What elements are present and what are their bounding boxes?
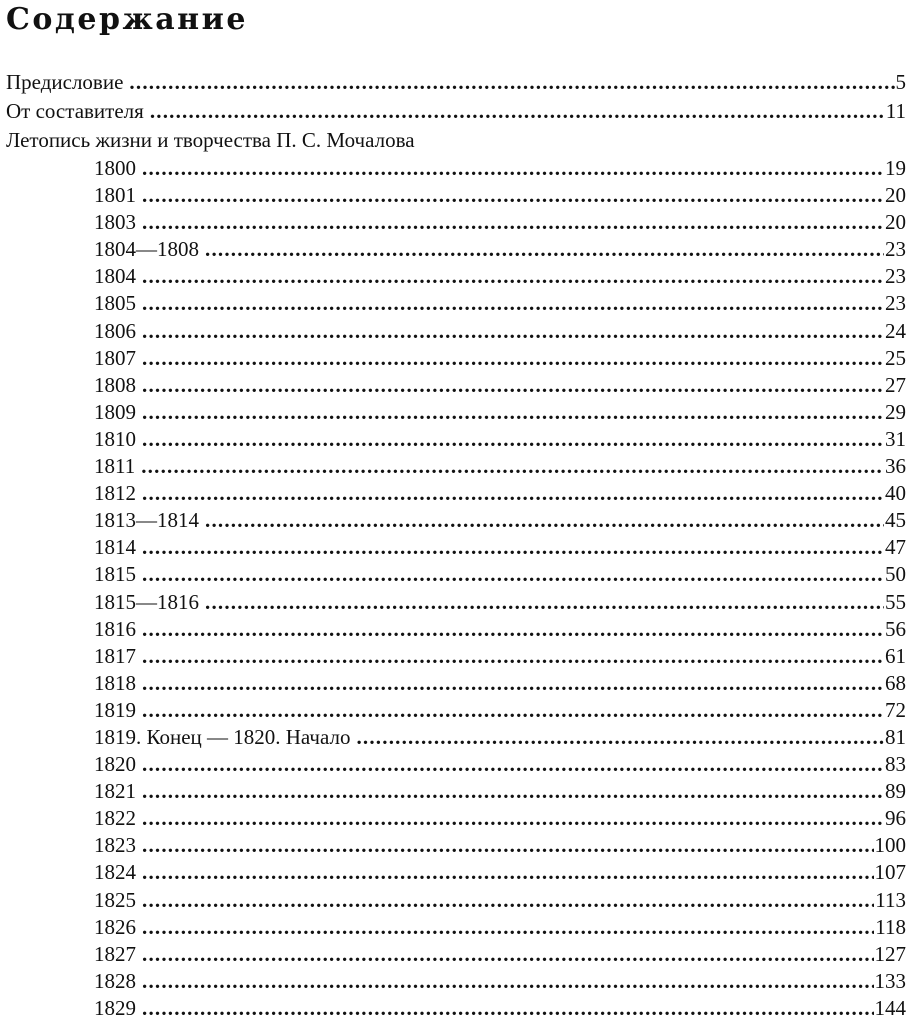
toc-year-entry[interactable] bbox=[0, 345, 912, 372]
toc-year-entry[interactable] bbox=[0, 805, 912, 832]
toc-entry-label: 1803 bbox=[94, 210, 136, 235]
toc-year-entry[interactable] bbox=[0, 507, 912, 534]
toc-year-entry[interactable] bbox=[0, 318, 912, 345]
table-of-contents bbox=[0, 68, 912, 1022]
dot-leader bbox=[142, 155, 884, 182]
toc-year-entry[interactable] bbox=[0, 887, 912, 914]
dot-leader bbox=[142, 995, 874, 1022]
toc-page-number: 25 bbox=[885, 345, 906, 370]
toc-entry-label: 1824 bbox=[94, 860, 136, 885]
toc-year-entry[interactable] bbox=[0, 561, 912, 588]
dot-leader bbox=[142, 534, 884, 561]
toc-page-number: 45 bbox=[885, 508, 906, 533]
toc-page-number: 144 bbox=[874, 995, 906, 1020]
toc-year-entry[interactable] bbox=[0, 968, 912, 995]
toc-page-number: 47 bbox=[885, 535, 906, 560]
toc-page-number: 24 bbox=[885, 318, 906, 343]
toc-page-number: 127 bbox=[874, 941, 906, 966]
toc-entry-label: 1819. Конец — 1820. Начало bbox=[94, 724, 351, 749]
toc-page-number: 20 bbox=[885, 210, 906, 235]
toc-entry-label: 1814 bbox=[94, 535, 136, 560]
toc-year-entry[interactable] bbox=[0, 670, 912, 697]
toc-entry-label: 1804 bbox=[94, 264, 136, 289]
toc-entry-label: 1801 bbox=[94, 183, 136, 208]
dot-leader bbox=[142, 561, 884, 588]
toc-year-entry[interactable] bbox=[0, 941, 912, 968]
toc-entry-label: 1822 bbox=[94, 806, 136, 831]
dot-leader bbox=[205, 236, 884, 263]
toc-year-entry[interactable] bbox=[0, 290, 912, 317]
toc-page-number: 61 bbox=[885, 643, 906, 668]
toc-page-number: 83 bbox=[885, 752, 906, 777]
dot-leader bbox=[142, 480, 884, 507]
toc-entry-label: 1808 bbox=[94, 372, 136, 397]
toc-page-number: 55 bbox=[885, 589, 906, 614]
toc-year-entry[interactable] bbox=[0, 751, 912, 778]
toc-entry-label: 1811 bbox=[94, 454, 136, 479]
dot-leader bbox=[142, 832, 874, 859]
toc-page-number: 31 bbox=[885, 426, 906, 451]
toc-page-number: 11 bbox=[885, 99, 906, 123]
toc-year-entry[interactable] bbox=[0, 914, 912, 941]
toc-year-entry[interactable] bbox=[0, 643, 912, 670]
toc-year-entry[interactable] bbox=[0, 480, 912, 507]
toc-section-heading[interactable] bbox=[0, 126, 912, 155]
toc-entry-label: 1806 bbox=[94, 318, 136, 343]
toc-page-number: 20 bbox=[885, 183, 906, 208]
toc-entry-label: 1809 bbox=[94, 399, 136, 424]
dot-leader bbox=[129, 68, 894, 97]
toc-entry-label: 1816 bbox=[94, 616, 136, 641]
dot-leader bbox=[142, 914, 874, 941]
toc-page-number: 96 bbox=[885, 806, 906, 831]
toc-page-number: 5 bbox=[895, 70, 906, 94]
toc-page-number: 23 bbox=[885, 264, 906, 289]
dot-leader bbox=[356, 724, 884, 751]
toc-page-number: 23 bbox=[885, 237, 906, 262]
page-title: Содержание bbox=[6, 2, 248, 37]
toc-entry-label: 1815 bbox=[94, 562, 136, 587]
toc-year-entry[interactable] bbox=[0, 263, 912, 290]
toc-page-number: 81 bbox=[885, 724, 906, 749]
toc-page-number: 19 bbox=[885, 156, 906, 180]
dot-leader bbox=[142, 697, 884, 724]
dot-leader bbox=[142, 182, 884, 209]
dot-leader bbox=[142, 209, 884, 236]
toc-year-entry[interactable] bbox=[0, 182, 912, 209]
toc-page-number: 89 bbox=[885, 779, 906, 804]
dot-leader bbox=[142, 670, 884, 697]
toc-entry-label: 1820 bbox=[94, 752, 136, 777]
dot-leader bbox=[142, 643, 884, 670]
toc-page-number: 113 bbox=[875, 887, 906, 912]
dot-leader bbox=[142, 751, 884, 778]
dot-leader bbox=[142, 290, 884, 317]
toc-entry-label: 1819 bbox=[94, 697, 136, 722]
dot-leader bbox=[142, 372, 884, 399]
toc-year-entry[interactable] bbox=[0, 616, 912, 643]
toc-page-number: 107 bbox=[874, 860, 906, 885]
dot-leader bbox=[142, 263, 884, 290]
toc-entry-label: 1800 bbox=[94, 156, 136, 180]
toc-entry-label: 1810 bbox=[94, 426, 136, 451]
toc-entry-label: 1813—1814 bbox=[94, 508, 199, 533]
toc-year-entry[interactable] bbox=[0, 534, 912, 561]
toc-page-number: 36 bbox=[885, 454, 906, 479]
dot-leader bbox=[142, 778, 884, 805]
dot-leader bbox=[142, 805, 884, 832]
toc-year-entry[interactable] bbox=[0, 724, 912, 751]
toc-year-entry[interactable] bbox=[0, 697, 912, 724]
dot-leader bbox=[142, 399, 884, 426]
toc-page-number: 27 bbox=[885, 372, 906, 397]
toc-entry-label: 1821 bbox=[94, 779, 136, 804]
dot-leader bbox=[142, 616, 884, 643]
toc-entry-label: 1826 bbox=[94, 914, 136, 939]
toc-entry-label: 1827 bbox=[94, 941, 136, 966]
chronicle-year-list bbox=[0, 155, 912, 1022]
toc-entry-label: 1825 bbox=[94, 887, 136, 912]
toc-year-entry[interactable] bbox=[0, 426, 912, 453]
toc-entry-label: 1828 bbox=[94, 968, 136, 993]
toc-page-number: 50 bbox=[885, 562, 906, 587]
toc-entry-label: 1805 bbox=[94, 291, 136, 316]
toc-page-number: 118 bbox=[875, 914, 906, 939]
toc-entry-label: 1812 bbox=[94, 481, 136, 506]
toc-entry-label: От составителя bbox=[6, 99, 144, 123]
toc-year-entry[interactable] bbox=[0, 778, 912, 805]
toc-page-number: 40 bbox=[885, 481, 906, 506]
dot-leader bbox=[142, 426, 884, 453]
toc-page-number: 133 bbox=[874, 968, 906, 993]
toc-entry-from-compiler[interactable] bbox=[0, 97, 912, 126]
toc-entry-label: 1823 bbox=[94, 833, 136, 858]
toc-page-number: 29 bbox=[885, 399, 906, 424]
dot-leader bbox=[142, 345, 884, 372]
toc-year-entry[interactable] bbox=[0, 995, 912, 1022]
toc-year-entry[interactable] bbox=[0, 589, 912, 616]
toc-entry-label: 1804—1808 bbox=[94, 237, 199, 262]
toc-year-entry[interactable] bbox=[0, 453, 912, 480]
dot-leader bbox=[150, 97, 885, 126]
dot-leader bbox=[142, 968, 874, 995]
toc-year-entry[interactable] bbox=[0, 832, 912, 859]
toc-year-entry[interactable] bbox=[0, 236, 912, 263]
dot-leader bbox=[205, 589, 884, 616]
toc-page-number: 100 bbox=[874, 833, 906, 858]
dot-leader bbox=[142, 941, 874, 968]
toc-entry-label: 1818 bbox=[94, 670, 136, 695]
dot-leader bbox=[142, 859, 874, 886]
toc-page-number: 72 bbox=[885, 697, 906, 722]
toc-year-entry[interactable] bbox=[0, 399, 912, 426]
toc-entry-label: 1829 bbox=[94, 995, 136, 1020]
toc-page-number: 23 bbox=[885, 291, 906, 316]
toc-year-entry[interactable] bbox=[0, 209, 912, 236]
toc-entry-label: Предисловие bbox=[6, 70, 124, 94]
toc-page-number: 68 bbox=[885, 670, 906, 695]
toc-year-entry[interactable] bbox=[0, 372, 912, 399]
dot-leader bbox=[142, 318, 884, 345]
toc-page-number: 56 bbox=[885, 616, 906, 641]
toc-entry-preface[interactable] bbox=[0, 68, 912, 97]
dot-leader bbox=[142, 887, 874, 914]
toc-entry-label: 1815—1816 bbox=[94, 589, 199, 614]
dot-leader bbox=[205, 507, 884, 534]
toc-entry-label: 1817 bbox=[94, 643, 136, 668]
dot-leader bbox=[141, 453, 884, 480]
toc-year-entry[interactable] bbox=[0, 859, 912, 886]
toc-year-entry[interactable] bbox=[0, 155, 912, 182]
toc-entry-label: 1807 bbox=[94, 345, 136, 370]
section-heading-label: Летопись жизни и творчества П. С. Мочалова bbox=[6, 128, 415, 152]
